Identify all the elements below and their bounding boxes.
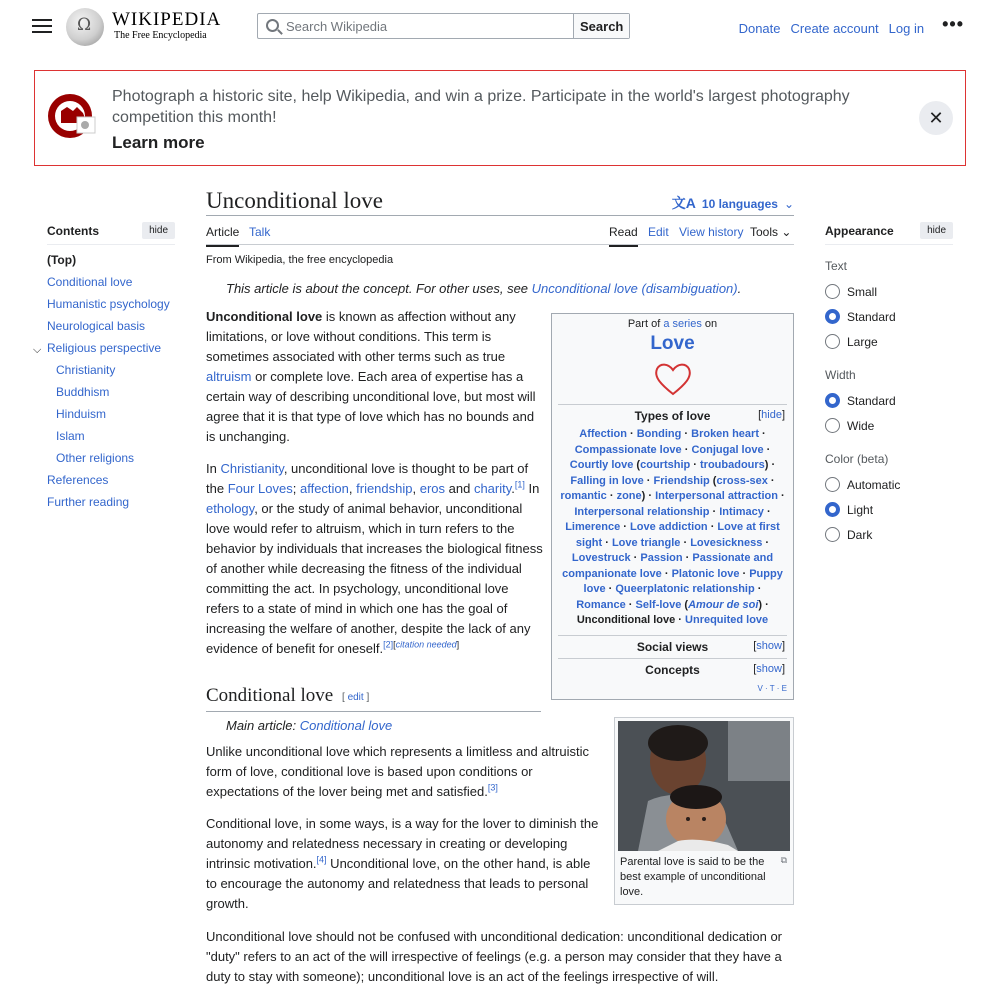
reference-3-link[interactable]: [3]: [487, 782, 498, 793]
article-main: [206, 185, 794, 296]
tab-view-history[interactable]: View history: [679, 225, 744, 239]
tools-label: Tools: [750, 225, 779, 239]
chevron-down-icon: ⌄: [783, 197, 794, 211]
toc-title: Contents: [47, 223, 99, 238]
search-button[interactable]: Search: [573, 14, 629, 38]
tab-read[interactable]: Read: [609, 225, 638, 247]
infobox-title-link[interactable]: Love: [650, 333, 695, 354]
list-item[interactable]: Lovestruck: [571, 552, 631, 564]
log-in-link[interactable]: Log in: [888, 21, 925, 36]
charity-link[interactable]: charity: [473, 481, 512, 496]
section-edit-link[interactable]: edit: [347, 692, 364, 703]
wikipedia-logo[interactable]: [66, 8, 222, 44]
eros-link[interactable]: eros: [419, 481, 446, 496]
toggle-label[interactable]: show: [756, 662, 782, 675]
radio-button[interactable]: [825, 527, 840, 542]
expand-icon[interactable]: ⧉: [780, 855, 787, 865]
list-item[interactable]: Affection: [579, 428, 627, 440]
list-item[interactable]: Intimacy: [719, 505, 764, 518]
hatnote-text: This article is about the concept. For other uses, see: [226, 281, 532, 296]
more-options-icon[interactable]: •••: [942, 14, 964, 34]
list-item[interactable]: Love triangle: [611, 536, 681, 549]
reference-4-link[interactable]: [4]: [316, 854, 327, 865]
list-item[interactable]: Interpersonal relationship: [574, 505, 710, 518]
toc-item-conditional-love[interactable]: Conditional love: [47, 275, 133, 289]
toc-item-hinduism[interactable]: Hinduism: [56, 407, 107, 421]
bracket: ]: [456, 639, 460, 650]
search-box: [257, 13, 630, 39]
intro-paragraphs: [206, 307, 543, 659]
width-standard-option[interactable]: [825, 388, 953, 413]
section-heading: Concepts: [645, 662, 700, 677]
toc-item-christianity[interactable]: Christianity: [56, 363, 116, 377]
list-item[interactable]: Passionate and companionate love: [562, 552, 774, 580]
user-links: [738, 14, 964, 39]
bracket: [: [393, 639, 396, 650]
text: or complete love. Each area of expertise has a certain way of describing unconditional love, but most will agree that it is that type of love which has no bounds and is unchanging.: [206, 369, 536, 444]
intro-paragraph-2: [206, 459, 543, 659]
radio-button-selected[interactable]: [825, 502, 840, 517]
parental-love-figure: [614, 717, 794, 905]
ethology-link[interactable]: ethology: [206, 501, 255, 516]
list-item[interactable]: Friendship: [653, 474, 710, 487]
language-selector[interactable]: [672, 193, 794, 213]
radio-button-selected[interactable]: [825, 393, 840, 408]
main-menu-icon[interactable]: [32, 16, 52, 34]
text-size-small-option[interactable]: [825, 279, 953, 304]
text: on: [701, 318, 718, 330]
main-article-link[interactable]: Conditional love: [299, 718, 393, 733]
toc-item-neurological-basis[interactable]: Neurological basis: [47, 319, 146, 333]
campaign-banner: [34, 70, 966, 166]
hatnote-text: Main article:: [226, 718, 300, 733]
option-label: Large: [847, 334, 878, 349]
radio-button-selected[interactable]: [825, 309, 840, 324]
toggle-label[interactable]: hide: [761, 409, 782, 421]
section-paragraph-3-wrapper: [206, 927, 794, 987]
conditional-paragraph-3: Unconditional love should not be confused with unconditional dedication: unconditional dedication or "duty" refers to an act of the will irrespective of feelings (e.g. a person may consider that they have a duty to stay with someone); unconditional love is an act of the feelings irrespective of will.: [206, 929, 783, 984]
text: ;: [292, 481, 300, 496]
text: , unconditional love is thought to be part of the: [206, 461, 529, 496]
list-item[interactable]: courtship: [640, 459, 691, 471]
types-of-love-section: [558, 404, 787, 631]
text: Part of: [627, 318, 664, 330]
languages-label: 10 languages: [701, 197, 778, 211]
appearance-panel: [825, 222, 953, 547]
wikipedia-globe-icon: [66, 8, 104, 46]
toc-header: [47, 222, 175, 245]
types-of-love-list: Affection · Bonding · Broken heart · Compassionate love · Conjugal love · Courtly love (courtship · troubadours) · Falling in love · Friendship (cross-sex · romantic · zone) · Interpersonal attraction · Interpersonal relationship · Intimacy · Limerence · Love addiction · Love at first sight · Love triangle · Lovesickness · Lovestruck · Passion · Passionate and companionate love · Platonic love · Puppy love · Queerplatonic relationship · Romance · Self-love (Amour de soi) · Unconditional love · Unrequited love: [560, 428, 785, 626]
color-label: Color (beta): [825, 452, 889, 466]
bracket: ]: [363, 692, 370, 703]
section-heading-conditional-love: [206, 683, 541, 712]
list-item[interactable]: Passion: [640, 552, 683, 564]
list-item[interactable]: Conjugal love: [691, 443, 764, 456]
tab-talk[interactable]: Talk: [249, 225, 271, 239]
wiki-loves-monuments-logo-icon: [47, 93, 99, 139]
section-heading: Types of love: [634, 409, 711, 423]
text: , or the study of animal behavior, unconditional love would refer to altruism, which in turn refers to the behavior by individuals that increases the biological fitness of another while decreasing the fitness of the individual committing the act. In psychology, unconditional love refers to a state of mind in which one has the goal of increasing the welfare of another, despite the lack of any evidence of benefit for oneself.: [206, 501, 543, 656]
site-header: [0, 0, 1000, 52]
banner-message: Photograph a historic site, help Wikipedia, and win a prize. Participate in the world's largest photography competition this month!: [112, 88, 850, 126]
section-edit: [342, 692, 369, 703]
navbox-vte: V · T · E: [757, 684, 787, 693]
page-title: Unconditional love: [206, 188, 383, 213]
list-item[interactable]: Romance: [576, 598, 626, 611]
section-paragraphs: [206, 742, 600, 914]
current-article-item: Unconditional love: [576, 614, 676, 626]
list-item[interactable]: Unrequited love: [685, 614, 769, 626]
concepts-show-toggle[interactable]: [show]: [753, 662, 785, 675]
wikipedia-tagline: The Free Encyclopedia: [114, 30, 207, 41]
text: In: [524, 481, 540, 496]
intro-paragraph-1: [206, 307, 543, 447]
text: ,: [348, 481, 357, 496]
appearance-title: Appearance: [825, 223, 894, 238]
toggle-label[interactable]: show: [756, 639, 782, 652]
text: Unconditional love, on the other hand, is able to encourage the autonomy and relatedness that leads to personal growth.: [206, 856, 591, 911]
appearance-hide-button[interactable]: hide: [920, 222, 953, 239]
series-link[interactable]: a series: [663, 318, 702, 330]
option-label: Small: [847, 284, 878, 299]
text-size-standard-option[interactable]: [825, 304, 953, 329]
social-views-section: [558, 635, 787, 654]
list-item[interactable]: Queerplatonic relationship: [615, 583, 755, 595]
photo-illustration: [618, 721, 790, 851]
appearance-header: [825, 222, 953, 245]
affection-link[interactable]: affection: [299, 481, 349, 496]
radio-button[interactable]: [825, 334, 840, 349]
four-loves-link[interactable]: Four Loves: [227, 481, 293, 496]
tab-edit[interactable]: Edit: [648, 225, 669, 239]
bracket: [: [342, 692, 348, 703]
toc-item-religious-perspective[interactable]: [33, 341, 175, 363]
text: is known as affection without any limitations, or love without conditions. This term is sometimes associated with other terms such as true: [206, 309, 516, 364]
wikipedia-wordmark: WIKIPEDIA: [112, 9, 222, 30]
option-label: Light: [847, 502, 874, 517]
search-icon: [266, 19, 279, 32]
toc-hide-button[interactable]: hide: [142, 222, 175, 239]
option-label: Dark: [847, 527, 873, 542]
toc-item-other-religions[interactable]: Other religions: [56, 451, 135, 465]
list-item[interactable]: Love addiction: [630, 521, 708, 533]
width-wide-option[interactable]: [825, 413, 953, 438]
toc-item-label: Religious perspective: [47, 341, 162, 355]
section-heading: Social views: [636, 639, 709, 654]
altruism-link[interactable]: altruism: [206, 369, 252, 384]
infobox-series-line: [552, 318, 793, 330]
title-row: [206, 185, 794, 216]
tab-article[interactable]: Article: [206, 225, 239, 247]
donate-link[interactable]: Donate: [738, 21, 781, 36]
text: and: [445, 481, 474, 496]
option-label: Automatic: [847, 477, 901, 492]
text-size-large-option[interactable]: [825, 329, 953, 354]
list-item[interactable]: Puppy love: [583, 567, 783, 595]
figure-caption: Parental love is said to be the best example of unconditional love.: [620, 856, 766, 898]
list-item[interactable]: Falling in love: [570, 474, 644, 487]
list-item[interactable]: Platonic love: [671, 567, 740, 580]
list-item[interactable]: Love at first sight: [575, 521, 780, 549]
banner-close-button[interactable]: [919, 101, 953, 135]
list-item[interactable]: Courtly love: [569, 459, 634, 471]
search-input[interactable]: [258, 14, 573, 38]
main-article-hatnote: [226, 718, 392, 733]
citation-needed-link[interactable]: citation needed: [395, 639, 457, 650]
list-item[interactable]: Broken heart: [691, 428, 759, 440]
conditional-paragraph-2: [206, 814, 600, 914]
search-field: [258, 14, 573, 38]
color-light-option[interactable]: [825, 497, 953, 522]
heart-icon: [653, 361, 693, 397]
reference-2-link[interactable]: [2]: [383, 639, 394, 650]
list-item[interactable]: Compassionate love: [574, 443, 682, 456]
color-automatic-option[interactable]: [825, 472, 953, 497]
text: ,: [412, 481, 420, 496]
types-hide-toggle[interactable]: [hide]: [758, 409, 785, 421]
list-item[interactable]: romantic: [560, 490, 607, 502]
list-item[interactable]: Bonding: [636, 428, 682, 440]
banner-learn-more-link[interactable]: Learn more: [112, 133, 205, 152]
christianity-link[interactable]: Christianity: [220, 461, 284, 476]
friendship-link[interactable]: friendship: [356, 481, 413, 496]
table-of-contents: [33, 222, 175, 517]
parental-love-photo[interactable]: [618, 721, 790, 851]
radio-button[interactable]: [825, 284, 840, 299]
option-label: Standard: [847, 393, 896, 408]
chevron-down-icon: ⌄: [781, 225, 792, 239]
toc-item-further-reading[interactable]: Further reading: [47, 495, 130, 509]
radio-button[interactable]: [825, 418, 840, 433]
text: .: [511, 481, 515, 496]
list-item[interactable]: Limerence: [565, 521, 621, 533]
list-item[interactable]: Lovesickness: [690, 536, 763, 549]
list-item[interactable]: cross-sex: [716, 474, 768, 487]
hatnote: [226, 281, 794, 296]
edit-template-link[interactable]: E: [781, 684, 787, 693]
list-item[interactable]: Self-love: [635, 598, 682, 611]
toc-item-references[interactable]: References: [47, 473, 109, 487]
translate-icon: 文A: [671, 195, 696, 211]
conditional-paragraph-1: [206, 742, 600, 802]
bold-term: Unconditional love: [206, 309, 323, 324]
social-views-show-toggle[interactable]: [show]: [753, 639, 785, 652]
toc-item-top[interactable]: (Top): [47, 253, 77, 267]
radio-button[interactable]: [825, 477, 840, 492]
talk-template-link[interactable]: T: [769, 684, 775, 693]
from-wikipedia: From Wikipedia, the free encyclopedia: [206, 254, 394, 266]
chevron-down-icon[interactable]: ⌵: [33, 344, 42, 356]
text: Conditional love, in some ways, is a way for the lover to diminish the autonomy and relatedness necessary in creating or developing intrinsic motivation.: [206, 816, 599, 871]
disambiguation-link[interactable]: Unconditional love (disambiguation): [531, 281, 738, 296]
option-label: Standard: [847, 309, 896, 324]
toc-item-buddhism[interactable]: Buddhism: [56, 385, 110, 399]
page-tabs: [206, 216, 794, 245]
list-item[interactable]: Amour de soi: [688, 598, 759, 611]
text: Unlike unconditional love which represents a limitless and altruistic form of love, conditional love is based upon conditions or expectations of the lover being met and satisfied.: [206, 744, 589, 799]
toc-item-humanistic-psychology[interactable]: Humanistic psychology: [47, 297, 170, 311]
concepts-section: [558, 658, 787, 680]
list-item[interactable]: Interpersonal attraction: [655, 490, 778, 502]
color-dark-option[interactable]: [825, 522, 953, 547]
width-label: Width: [825, 368, 856, 382]
create-account-link[interactable]: Create account: [790, 21, 879, 36]
toc-item-islam[interactable]: Islam: [56, 429, 85, 443]
toc-list: [33, 253, 175, 517]
option-label: Wide: [847, 418, 875, 433]
hatnote-period: .: [737, 281, 742, 296]
love-series-infobox: [551, 313, 794, 700]
list-item[interactable]: zone: [616, 490, 642, 502]
text-size-label: Text: [825, 259, 848, 273]
list-item[interactable]: troubadours: [700, 459, 765, 471]
tools-menu[interactable]: [750, 225, 791, 239]
reference-1-link[interactable]: [1]: [514, 479, 525, 490]
section-title: Conditional love: [206, 685, 334, 706]
text: In: [206, 461, 221, 476]
view-template-link[interactable]: V: [757, 684, 763, 693]
close-icon: ✕: [928, 107, 944, 128]
